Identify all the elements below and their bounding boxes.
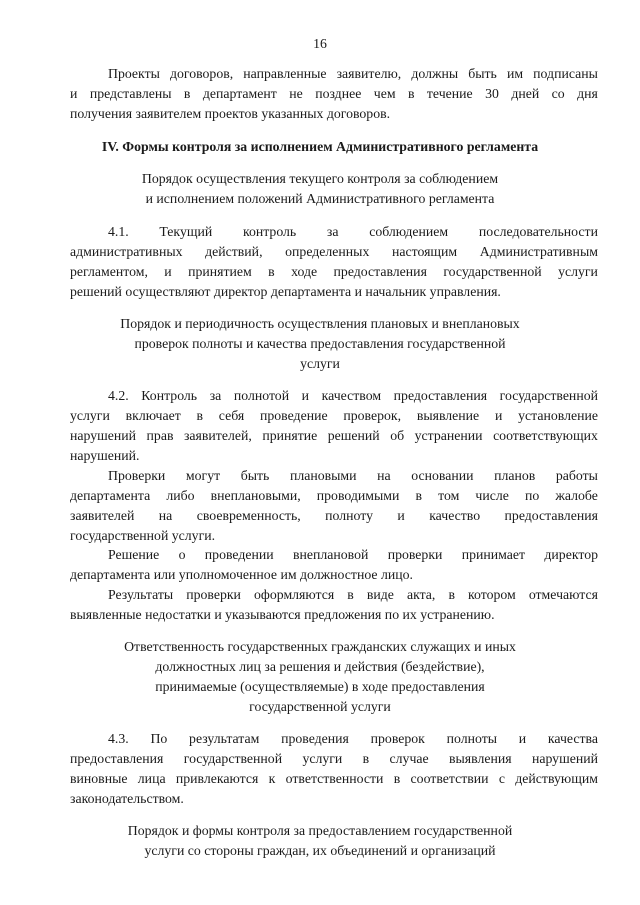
paragraph-line: государственной услуги.	[70, 528, 216, 543]
paragraph-line: департамента или уполномоченное им должностное лицо.	[70, 567, 413, 582]
paragraph-line: Проекты договоров, направленные заявителю, должны быть им подписаны	[108, 66, 598, 81]
paragraph-line: административных действий, определенных настоящим Административным	[70, 244, 598, 259]
subheading-line: проверок полноты и качества предоставления государственной	[134, 336, 506, 351]
subheading-line: услуги	[300, 356, 340, 371]
paragraph-line: решений осуществляют директор департамента и начальник управления.	[70, 284, 501, 299]
paragraph-line: виновные лица привлекаются к ответственности в соответствии с действующим	[70, 771, 598, 786]
paragraph-line: нарушений прав заявителей, принятие решений об устранении соответствующих	[70, 428, 598, 443]
page-number: 16	[313, 36, 327, 51]
subheading-line: Порядок и периодичность осуществления плановых и внеплановых	[120, 316, 520, 331]
subheading-line: Порядок и формы контроля за предоставлением государственной	[127, 823, 513, 838]
paragraph-line: департамента либо внеплановыми, проводимыми в том числе по жалобе	[70, 488, 598, 503]
subheading-line: услуги со стороны граждан, их объединений и организаций	[144, 843, 496, 858]
section-title: IV. Формы контроля за исполнением Административного регламента	[101, 139, 539, 154]
paragraph-line: Результаты проверки оформляются в виде акта, в котором отмечаются	[108, 587, 598, 602]
paragraph-line: услуги включает в себя проведение проверок, выявление и установление	[70, 408, 598, 423]
subheading-line: и исполнением положений Административного регламента	[145, 191, 495, 206]
subheading-line: принимаемые (осуществляемые) в ходе предоставления	[155, 679, 485, 694]
paragraph-line: нарушений.	[70, 448, 140, 463]
paragraph-line: законодательством.	[70, 791, 184, 806]
paragraph-line: предоставления государственной услуги в случае выявления нарушений	[70, 751, 598, 766]
paragraph-line: Решение о проведении внеплановой проверки принимает директор	[108, 547, 598, 562]
paragraph-line: 4.1. Текущий контроль за соблюдением последовательности	[108, 224, 598, 239]
subheading-line: государственной услуги	[249, 699, 391, 714]
paragraph-line: регламентом, и принятием в ходе предоставления государственной услуги	[70, 264, 598, 279]
paragraph-line: 4.2. Контроль за полнотой и качеством предоставления государственной	[108, 388, 598, 403]
paragraph-line: выявленные недостатки и указываются предложения по их устранению.	[70, 607, 495, 622]
subheading-line: Ответственность государственных гражданских служащих и иных	[124, 639, 516, 654]
subheading-line: Порядок осуществления текущего контроля за соблюдением	[141, 171, 499, 186]
paragraph-line: получения заявителем проектов указанных договоров.	[70, 106, 391, 121]
paragraph-line: заявителей на своевременность, полноту и качество предоставления	[70, 508, 598, 523]
subheading-line: должностных лиц за решения и действия (бездействие),	[155, 659, 485, 674]
paragraph-line: Проверки могут быть плановыми на основании планов работы	[108, 468, 598, 483]
paragraph-line: 4.3. По результатам проведения проверок полноты и качества	[108, 731, 598, 746]
paragraph-line: и представлены в департамент не позднее чем в течение 30 дней со дня	[70, 86, 598, 101]
